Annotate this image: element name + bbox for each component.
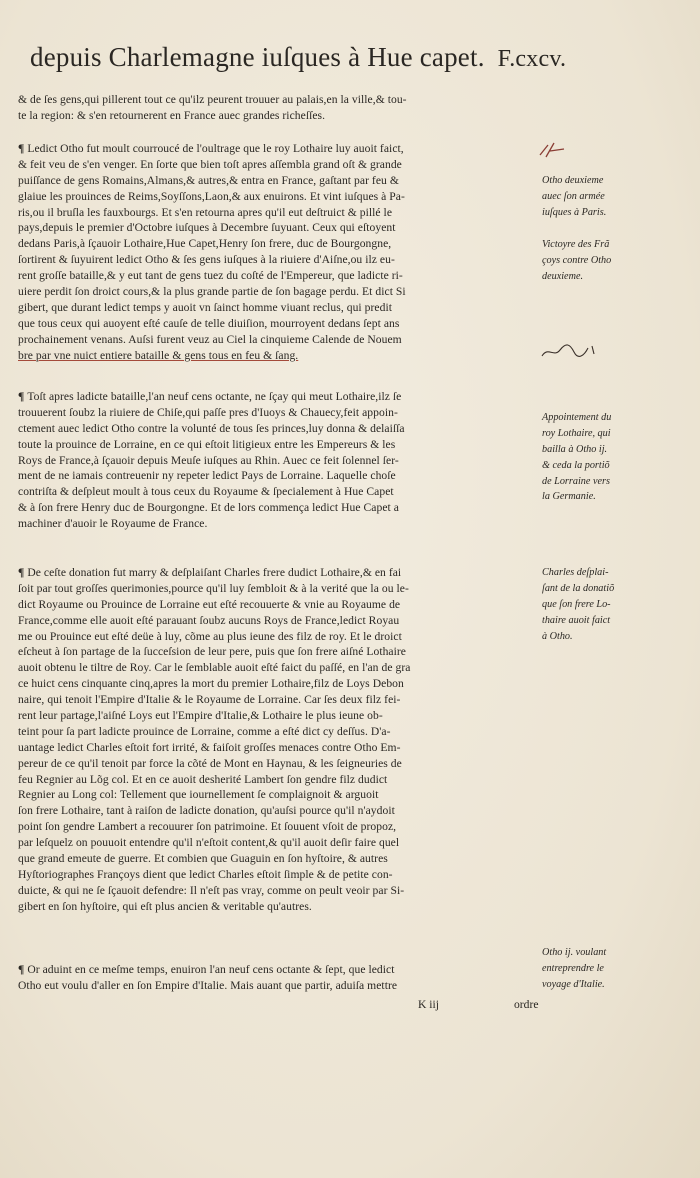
margin-note-line: de Lorraine vers: [542, 475, 610, 487]
marginal-scribble-icon: [538, 139, 566, 161]
running-header: [30, 42, 670, 82]
text-line: eſcheut à ſon partage de la ſucceſsion de leur pere, puis que ſon frere aiſné Lothaire: [18, 645, 407, 659]
margin-note-line: Charles deſplai-: [542, 567, 609, 578]
text-line: [18, 389, 540, 405]
margin-note-line: ſant de la donatiõ: [542, 582, 615, 594]
margin-note-line: bailla à Otho ij.: [542, 443, 608, 455]
text-line: que grand emeute de guerre. Et combien que Guaguin en ſon hyſtoire, & autres: [18, 852, 388, 866]
margin-note-line: Appointement du: [542, 412, 612, 423]
text-line: Otho eut voulu d'aller en ſon Empire d'Italie. Mais auant que partir, aduiſa mettre: [18, 978, 398, 992]
text-line: France,comme elle auoit eſté parauant ſoubz aucuns Roys de France,ledict Royau: [18, 613, 400, 627]
margin-note-line: Victoyre des Frã: [542, 239, 610, 250]
paragraph-lorraine-treaty: [18, 389, 540, 532]
text-line: prochainement venans. Auſsi furent veuz au Ciel la cinquieme Calende de Nouem: [18, 332, 402, 346]
catchword: ordre: [514, 998, 539, 1011]
margin-note-line: Otho ij. voulant: [542, 947, 607, 958]
text-line: toute la prouince de Lorraine, en ce qui eſtoit litigieux entre les Empereurs & les: [18, 437, 396, 451]
text-line: uantage ledict Charles eſtoit fort irrité, & faiſoit groſſes menaces contre Otho Em-: [18, 740, 401, 754]
text-line: Regnier au Long col: Tellement que iournellement ſe complaignoit & arguoit: [18, 788, 379, 802]
text-line: ſon frere Lothaire, tant à raiſon de ladicte donation, qu'auſsi pource qu'il n'aydoit: [18, 804, 395, 818]
text-line: dict Royaume ou Prouince de Lorraine eut eſté recouuerte & vnie au Royaume de: [18, 597, 401, 611]
text-line: bre par vne nuict entiere bataille & gens tous en feu & ſang.: [18, 348, 299, 362]
text-line: que tous ceux qui auoyent eſté cauſe de telle diuiſion, mourroyent dedans ſept ans: [18, 316, 400, 330]
folio-number: F.cxcv.: [497, 46, 567, 72]
text-line: point ſon gendre Lambert a recouurer ſon patrimoine. Et ſouuent vſoit de propoz,: [18, 820, 397, 834]
text-line: contriſta & deſpleut moult à tous ceux du Royaume & ſpecialement à Hue Capet: [18, 485, 394, 499]
text-line: ment de ne iamais contreuenir ny repeter ledict Pays de Lorraine. Laquelle choſe: [18, 469, 396, 483]
text-line: & feit veu de s'en venger. En ſorte que bien toſt apres aſſembla grand oſt & grande: [18, 157, 402, 171]
margin-note-line: thaire auoit faict: [542, 614, 611, 626]
text-line: Hyſtoriographes Françoys dient que ledict Charles eſtoit ſimple & de petite con-: [18, 867, 393, 881]
pilcrow-icon: ¶: [18, 142, 25, 155]
text-line: dedans Paris,à ſçauoir Lothaire,Hue Capet,Henry ſon frere, duc de Bourgongne,: [18, 237, 392, 251]
text-line: duicte, & qui ne ſe ſçauoit defendre: Il n'eſt pas vray, comme on peult veoir par Si-: [18, 883, 405, 897]
text-line: gibert, que durant ledict temps y auoit vn ſainct homme viuant reclus, qui predit: [18, 300, 392, 314]
text-line: pereur de ce qu'il tenoit par force la cõté de Mont en Haynau, & les ſeigneuries de: [18, 756, 402, 770]
running-title: depuis Charlemagne iuſques à Hue capet.: [30, 42, 485, 72]
text-line: ctement auec ledict Otho contre la volunté de tous ſes princes,luy donna & delaiſſa: [18, 421, 405, 435]
margin-note-line: Otho deuxieme: [542, 175, 604, 186]
text-line: naire, qui tenoit l'Empire d'Italie & le Royaume de Lorraine. Car ſes deux filz fei-: [18, 693, 401, 707]
text-line: glaiue les prouinces de Reims,Soyſſons,Laon,& aux enuirons. Et vint iuſques à Pa-: [18, 189, 405, 203]
text-line: puiſſance de gens Romains,Almans,& autres,& entra en France, gaſtant par feu &: [18, 173, 399, 187]
text-line: rent groſſe bataille,& y eut tant de gens tuez du coſté de l'Empereur, que ladicte ri-: [18, 269, 403, 283]
margin-note-line: la Germanie.: [542, 491, 596, 503]
margin-note-line: & ceda la portiõ: [542, 459, 610, 471]
paragraph-continuation: [18, 92, 540, 124]
pilcrow-icon: ¶: [18, 390, 25, 403]
paragraph-charles-donation: [18, 565, 540, 915]
text-line: ſoit par tout groſſes querimonies,pource qu'il luy ſembloit & à la verité que la ou le-: [18, 581, 409, 595]
marginal-flourish-icon: [540, 342, 600, 360]
pilcrow-icon: ¶: [18, 566, 25, 579]
text-line: uiere perdit ſon droict cours,& la plus grande partie de ſon bagage perdu. Et dict Si: [18, 285, 406, 299]
text-line: & à ſon frere Henry duc de Bourgongne. Et de lors commença ledict Hue Capet a: [18, 501, 399, 515]
text-line: ris,ou il bruſla les fauxbourgs. Et s'en retourna apres qu'il eut deſtruict & pillé le: [18, 205, 393, 219]
text-line-content: Or aduint en ce meſme temps, enuiron l'an neuf cens octante & ſept, que ledict: [27, 963, 395, 976]
margin-note-line: entreprendre le: [542, 962, 604, 974]
text-line-content: De ceſte donation fut marry & deſplaiſant Charles frere dudict Lothaire,& en fai: [27, 566, 402, 579]
margin-note-otho-italy: [542, 945, 692, 993]
margin-note-line: à Otho.: [542, 630, 573, 642]
margin-note-line: deuxieme.: [542, 270, 584, 282]
text-line: trouuerent ſoubz la riuiere de Chiſe,qui paſſe pres d'Iuoys & Chauecy,feit appoin-: [18, 405, 398, 419]
text-line: gibert en ſon hyſtoire, qui eſt plus ancien & veritable qu'autres.: [18, 899, 312, 913]
text-line: ce huict cens cinquante cinq,apres la mort du premier Lothaire,filz de Loys Debon: [18, 677, 404, 691]
text-line: Roys de France,à ſçauoir depuis Meuſe iuſques au Rhin. Auec ce feit ſolennel ſer-: [18, 453, 399, 467]
text-line: te la region: & s'en retournerent en France auec grandes richeſſes.: [18, 108, 326, 122]
signature-mark: K iij: [418, 998, 439, 1011]
text-line: teint pour ſa part ladicte prouince de Lorraine, comme a eſté dict cy deſſus. D'a-: [18, 724, 391, 738]
paragraph-otho-italy: [18, 962, 540, 994]
margin-note-line: roy Lothaire, qui: [542, 427, 611, 439]
margin-note-line: que ſon frere Lo-: [542, 598, 611, 610]
text-line: [18, 141, 540, 157]
margin-note-appointment: [542, 410, 692, 505]
text-line: auoit obtenu le tiltre de Roy. Car le ſemblable auoit eſté faict du paſſé, en l'an de gra: [18, 661, 411, 675]
text-line: me ou Prouince eut eſté deüe à luy, cõme au plus ieune des filz de roy. Et le droict: [18, 629, 402, 643]
margin-note-line: çoys contre Otho: [542, 254, 612, 266]
text-line: [18, 565, 540, 581]
margin-note-otho-paris: [542, 173, 692, 221]
margin-note-victory: [542, 237, 692, 285]
text-line: & de ſes gens,qui pillerent tout ce qu'ilz peurent trouuer au palais,en la ville,& tou-: [18, 93, 407, 106]
text-line: feu Regnier au Lõg col. Et en ce auoit desherité Lambert ſon gendre filz dudict: [18, 772, 388, 786]
text-line: machiner d'auoir le Royaume de France.: [18, 517, 208, 531]
text-line: pays,depuis le premier d'Octobre iuſques à Decembre ſuyuant. Ceux qui eſtoyent: [18, 221, 396, 235]
paragraph-otho-invasion: [18, 141, 540, 363]
margin-note-line: voyage d'Italie.: [542, 978, 605, 990]
margin-note-line: iuſques à Paris.: [542, 206, 607, 218]
margin-note-line: auec ſon armée: [542, 190, 605, 202]
text-line-content: Ledict Otho fut moult courroucé de l'oultrage que le roy Lothaire luy auoit faict,: [27, 142, 404, 155]
text-line: rent leur partage,l'aiſné Loys eut l'Empire d'Italie,& Lothaire le plus ieune ob-: [18, 709, 383, 723]
pilcrow-icon: ¶: [18, 963, 25, 976]
text-line: [18, 962, 540, 978]
text-line: par leſquelz on pouuoit entendre qu'il n'eſtoit content,& qu'il auoit deſir faire quel: [18, 836, 400, 850]
page-footer: [18, 998, 540, 1014]
text-line: ſortirent & ſuyuirent ledict Otho & ſes gens iuſques à la riuiere d'Aiſne,ou ilz eu-: [18, 253, 395, 267]
text-line-content: Toſt apres ladicte bataille,l'an neuf cens octante, ne ſçay qui meut Lothaire,ilz ſe: [27, 390, 402, 403]
margin-note-charles: [542, 565, 692, 644]
